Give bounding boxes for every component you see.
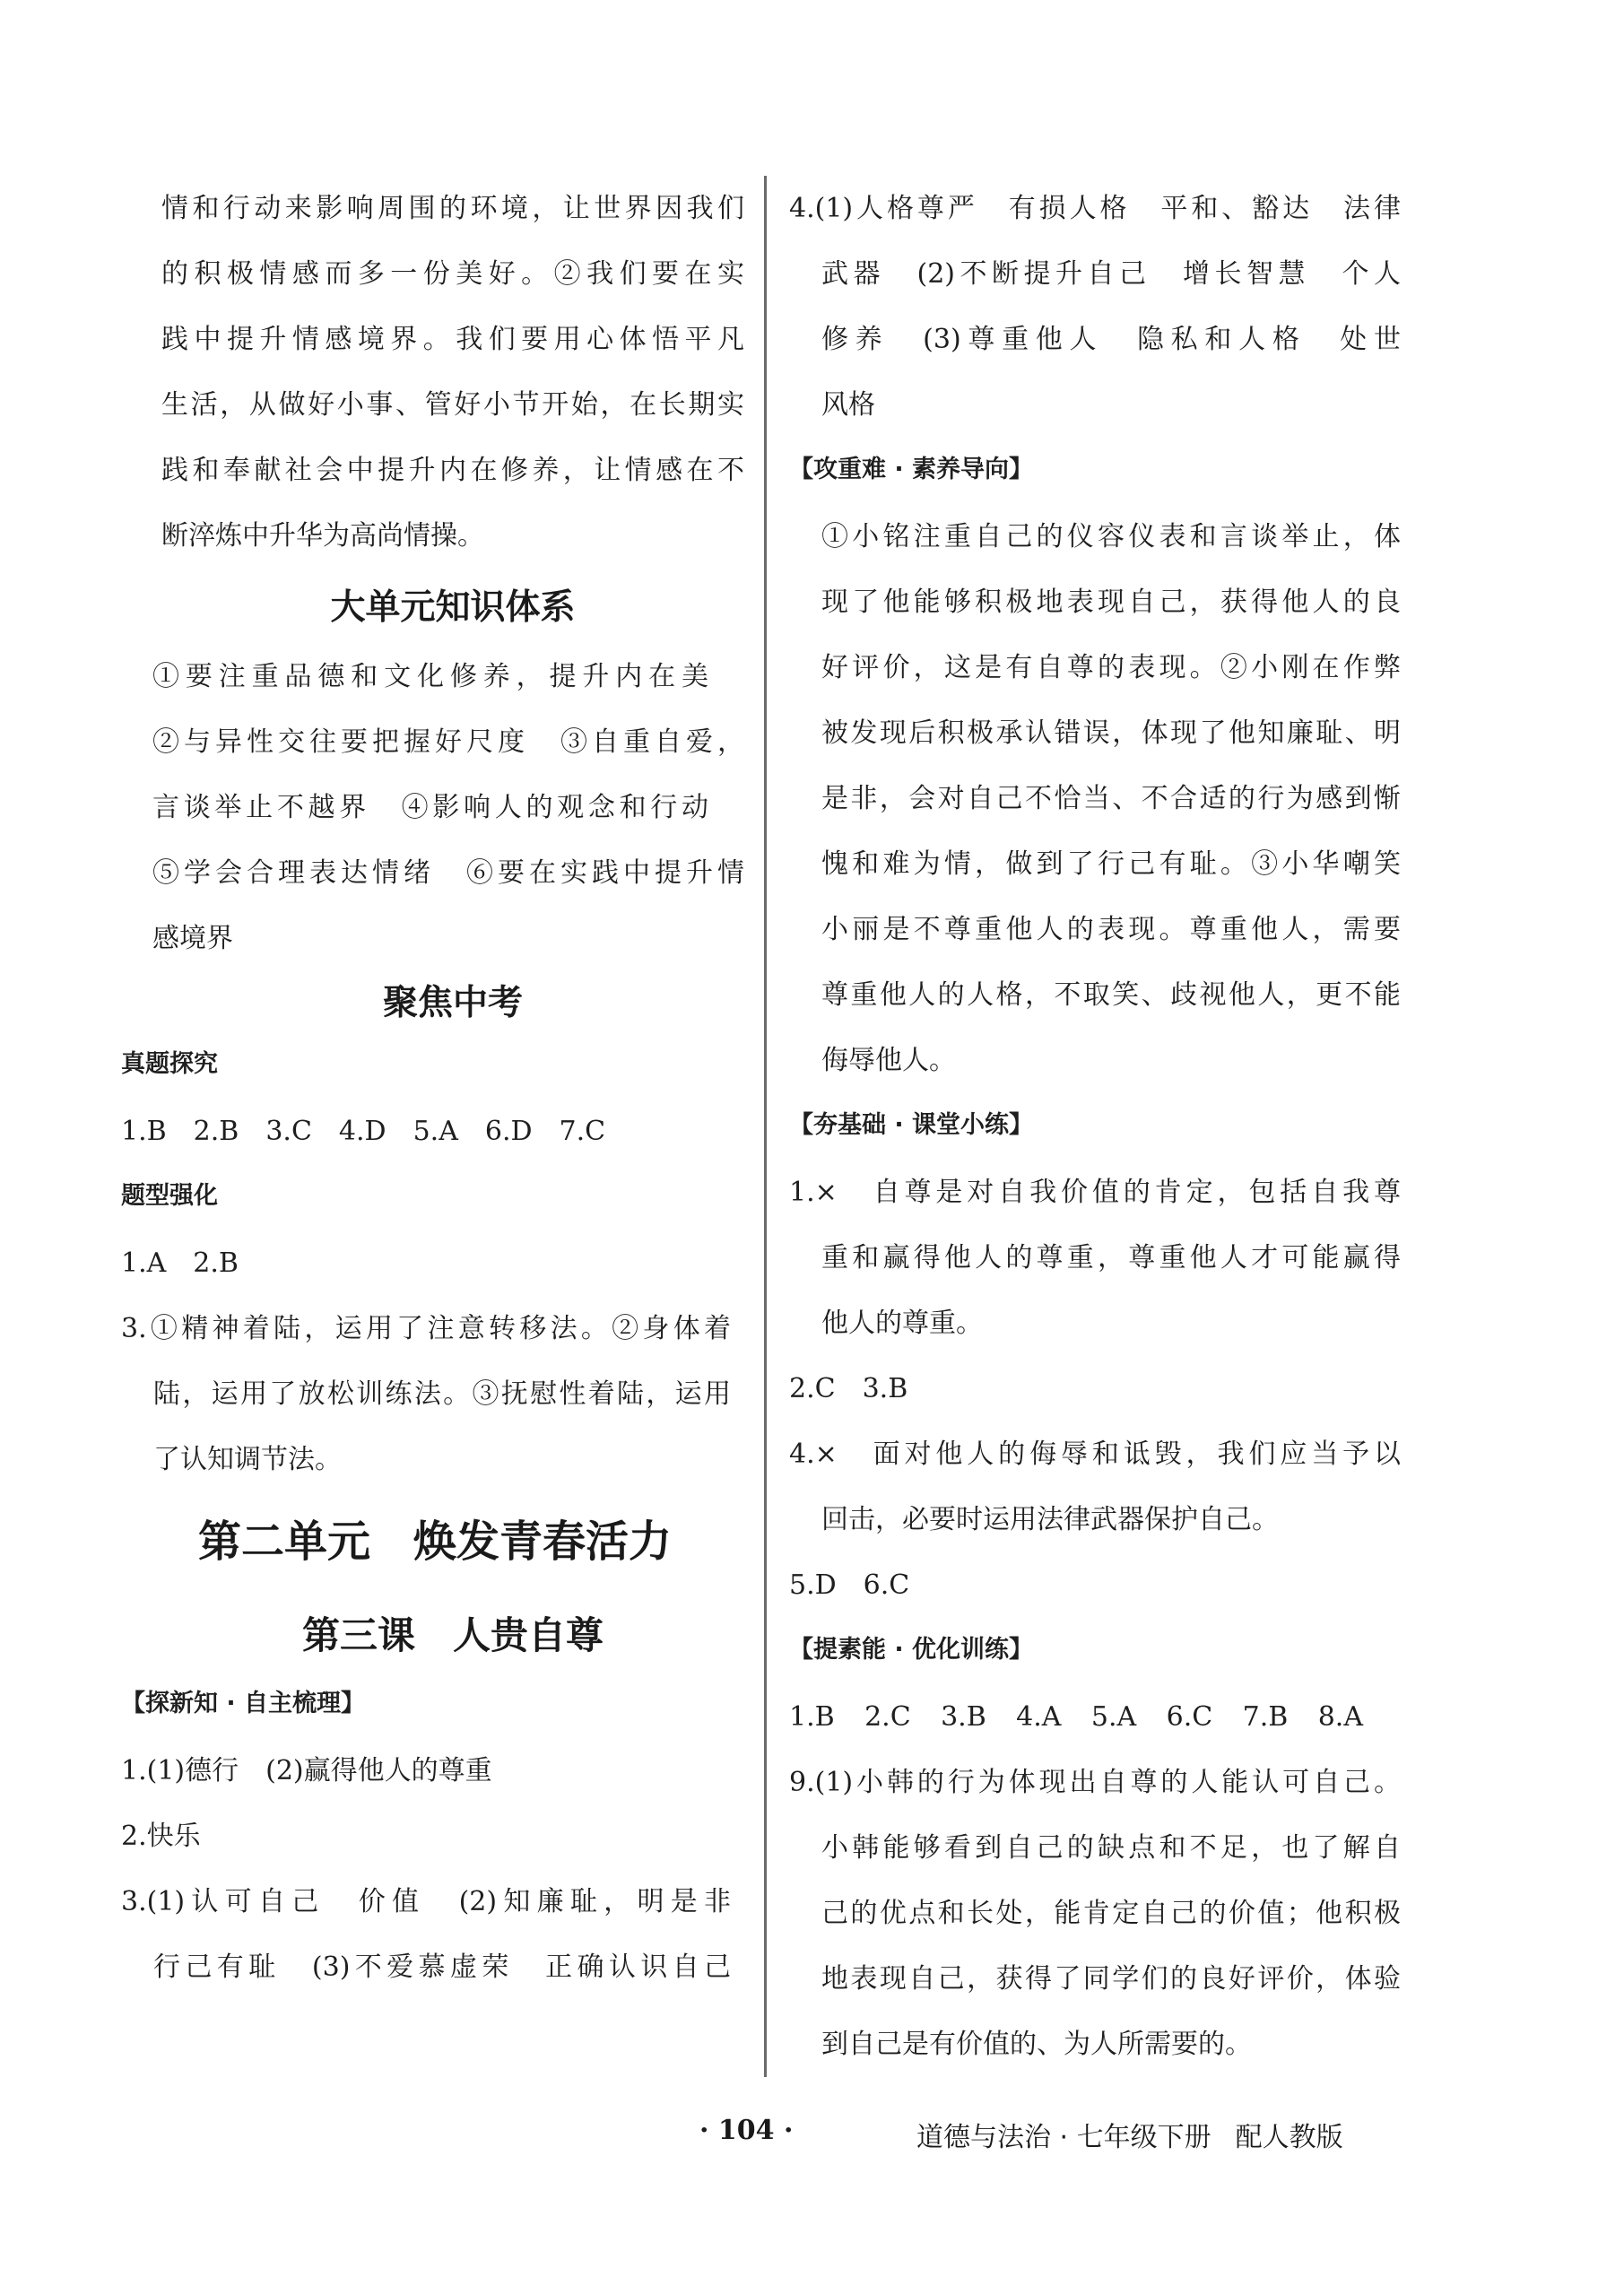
text-line: 重和赢得他人的尊重，尊重他人才可能赢得	[821, 1242, 1401, 1273]
explore-section	[121, 1675, 744, 2000]
text-line: 感境界	[152, 923, 233, 954]
exam-focus-heading: 聚焦中考	[382, 983, 523, 1023]
text-line: 风格	[821, 389, 875, 421]
text-line: 3.(1)认可自己 价值 (2)知廉耻，明是非	[121, 1886, 731, 1917]
strengthen-label: 题型强化	[121, 1182, 218, 1210]
text-line: 生活，从做好小事、管好小节开始，在长期实	[161, 389, 744, 421]
text-line: 1.(1)德行 (2)赢得他人的尊重	[121, 1755, 492, 1786]
improve-tag: 【提素能 · 优化训练】	[789, 1636, 1034, 1664]
text-line: 好评价，这是有自尊的表现。②小刚在作弊	[821, 652, 1401, 683]
unit-two-title: 第二单元 焕发青春活力	[197, 1517, 672, 1567]
basics-answers	[789, 1160, 1401, 1618]
text-line: 1.B 2.C 3.B 4.A 5.A 6.C 7.B 8.A	[789, 1701, 1363, 1733]
text-line: 情和行动来影响周围的环境，让世界因我们	[161, 193, 744, 224]
text-line: 他人的尊重。	[821, 1308, 983, 1339]
text-line: 回击，必要时运用法律武器保护自己。	[821, 1504, 1279, 1535]
improve-answers	[789, 1684, 1401, 2077]
text-line: 的积极情感而多一份美好。②我们要在实	[161, 258, 744, 290]
text-line: 己的优点和长处，能肯定自己的价值；他积极	[821, 1898, 1401, 1929]
text-line: 1.× 自尊是对自我价值的肯定，包括自我尊	[789, 1177, 1401, 1208]
book-edition: 配人教版	[1235, 2122, 1343, 2153]
text-line: 到自己是有价值的、为人所需要的。	[821, 2029, 1252, 2060]
real-questions-answers: 1.B 2.B 3.C 4.D 5.A 6.D 7.C	[121, 1116, 606, 1147]
difficult-points-tag: 【攻重难 · 素养导向】	[789, 456, 1034, 483]
book-title	[916, 2115, 1343, 2154]
page-number: · 104 ·	[699, 2115, 794, 2146]
text-line: 现了他能够积极地表现自己，获得他人的良	[821, 587, 1401, 618]
real-questions-label: 真题探究	[121, 1050, 218, 1078]
text-line: 4.(1)人格尊严 有损人格 平和、豁达 法律	[789, 193, 1401, 224]
text-line: 5.D 6.C	[789, 1569, 910, 1601]
text-line: 陆，运用了放松训练法。③抚慰性着陆，运用	[153, 1378, 731, 1410]
text-line: 2.C 3.B	[789, 1373, 908, 1404]
text-line: ②与异性交往要把握好尺度 ③自重自爱，	[152, 726, 744, 758]
text-line: 是非，会对自己不恰当、不合适的行为感到惭	[821, 783, 1401, 814]
unit-system-heading: 大单元知识体系	[330, 587, 576, 628]
text-line: 4.× 面对他人的侮辱和诋毁，我们应当予以	[789, 1439, 1401, 1470]
text-line: 践和奉献社会中提升内在修养，让情感在不	[161, 455, 744, 486]
left-column	[121, 176, 744, 2000]
column-divider	[764, 176, 767, 2077]
difficult-points-text	[789, 504, 1401, 1093]
text-line: 修养 (3)尊重他人 隐私和人格 处世	[821, 324, 1401, 355]
text-line: 了认知调节法。	[153, 1444, 342, 1475]
explore-tag: 【探新知 · 自主梳理】	[121, 1690, 366, 1717]
text-line: 9.(1)小韩的行为体现出自尊的人能认可自己。	[789, 1767, 1401, 1798]
book-subject-grade: 道德与法治 · 七年级下册	[916, 2122, 1211, 2153]
text-line: 行己有耻 (3)不爱慕虚荣 正确认识自己	[153, 1951, 731, 1983]
text-line: ①小铭注重自己的仪容仪表和言谈举止，体	[821, 521, 1401, 552]
strengthen-line: 1.A 2.B	[121, 1247, 239, 1279]
real-questions-section	[121, 1036, 744, 1492]
text-line: 武器 (2)不断提升自己 增长智慧 个人	[821, 258, 1401, 290]
text-line: ①要注重品德和文化修养，提升内在美	[152, 661, 708, 692]
text-line: 3.①精神着陆，运用了注意转移法。②身体着	[121, 1313, 731, 1344]
text-line: ⑤学会合理表达情绪 ⑥要在实践中提升情	[152, 857, 744, 889]
text-line: 地表现自己，获得了同学们的良好评价，体验	[821, 1963, 1401, 1995]
text-line: 践中提升情感境界。我们要用心体悟平凡	[161, 324, 744, 355]
text-line: 愧和难为情，做到了行己有耻。③小华嘲笑	[821, 848, 1401, 880]
text-line: 侮辱他人。	[821, 1045, 956, 1076]
lesson-three-title: 第三课 人贵自尊	[301, 1613, 604, 1657]
text-line: 小丽是不尊重他人的表现。尊重他人，需要	[821, 914, 1401, 945]
text-line: 言谈举止不越界 ④影响人的观念和行动	[152, 792, 708, 823]
text-line: 2.快乐	[121, 1821, 201, 1852]
q4-answer	[789, 176, 1401, 438]
text-line: 小韩能够看到自己的缺点和不足，也了解自	[821, 1832, 1401, 1864]
emotion-paragraph	[161, 176, 744, 569]
text-line: 断淬炼中升华为高尚情操。	[161, 520, 484, 552]
text-line: 被发现后积极承认错误，体现了他知廉耻、明	[821, 717, 1401, 749]
unit-system-list	[152, 644, 744, 971]
right-column	[789, 176, 1401, 2077]
basics-tag: 【夯基础 · 课堂小练】	[789, 1111, 1034, 1139]
text-line: 尊重他人的人格，不取笑、歧视他人，更不能	[821, 979, 1401, 1011]
